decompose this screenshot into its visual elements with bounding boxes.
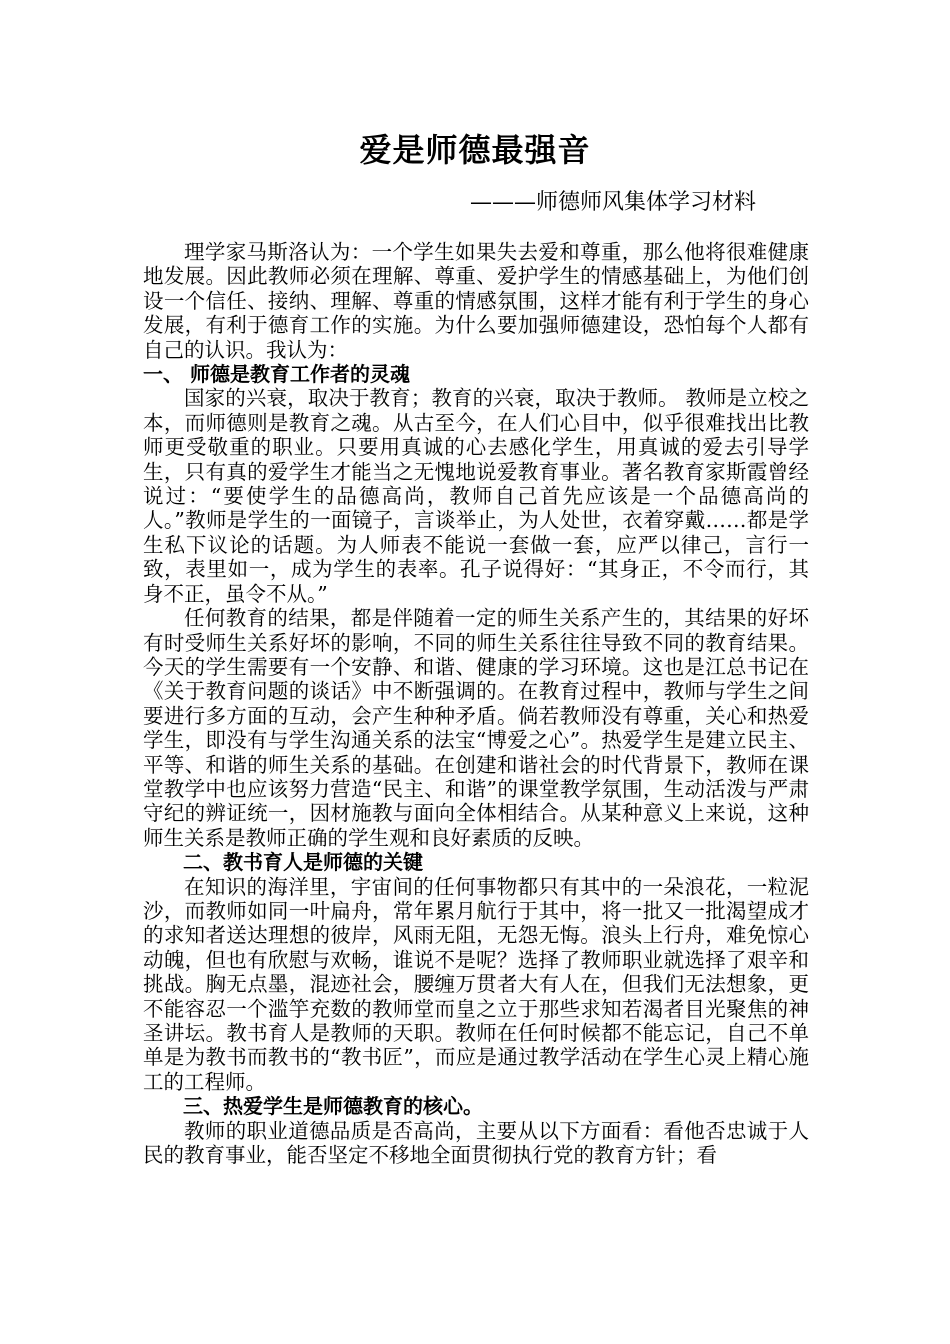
section-2-paragraph-1: 在知识的海洋里，宇宙间的任何事物都只有其中的一朵浪花，一粒泥沙，而教师如同一叶扁舟，常年累月航行于其中，将一批又一批渴望成才的求知者送达理想的彼岸，风雨无阻，无怨无悔。浪头上行舟，难免惊心动魄，但也有欣慰与欢畅，谁说不是呢？选择了教师职业就选择了艰辛和挑战。胸无点墨，混迹社会，腰缠万贯者大有人在，但我们无法想象，更不能容忍一个滥竽充数的教师堂而皇之立于那些求知若渴者目光聚焦的神圣讲坛。教书育人是教师的天职。教师在任何时候都不能忘记，自己不单单是为教书而教书的“教书匠”，而应是通过教学活动在学生心灵上精心施工的工程师。 (143, 874, 809, 1094)
section-1-paragraph-2: 任何教育的结果，都是伴随着一定的师生关系产生的，其结果的好坏有时受师生关系好坏的影响，不同的师生关系往往导致不同的教育结果。今天的学生需要有一个安静、和谐、健康的学习环境。这也是江总书记在《关于教育问题的谈话》中不断强调的。在教育过程中，教师与学生之间要进行多方面的互动，会产生种种矛盾。倘若教师没有尊重，关心和热爱学生，即没有与学生沟通关系的法宝“博爱之心”。热爱学生是建立民主、平等、和谐的师生关系的基础。在创建和谐社会的时代背景下，教师在课堂教学中也应该努力营造“民主、和谐”的课堂教学氛围，生动活泼与严肃守纪的辨证统一，因材施教与面向全体相结合。从某种意义上来说，这种师生关系是教师正确的学生观和良好素质的反映。 (143, 606, 809, 850)
document-body (143, 240, 809, 1167)
section-3-paragraph-1: 教师的职业道德品质是否高尚，主要从以下方面看：看他否忠诚于人民的教育事业，能否坚定不移地全面贯彻执行党的教育方针；看 (143, 1118, 809, 1168)
intro-paragraph: 理学家马斯洛认为：一个学生如果失去爱和尊重，那么他将很难健康地发展。因此教师必须在理解、尊重、爱护学生的情感基础上，为他们创设一个信任、接纳、理解、尊重的情感氛围，这样才能有利于学生的身心发展，有利于德育工作的实施。为什么要加强师德建设，恐怕每个人都有自己的认识。我认为： (143, 240, 809, 362)
section-1-heading: 一、 师德是教育工作者的灵魂 (143, 362, 410, 387)
section-3-heading: 三、热爱学生是师德教育的核心。 (183, 1094, 483, 1119)
document-title: 爱是师德最强音 (359, 131, 591, 169)
document-subtitle: ———师德师风集体学习材料 (470, 190, 757, 215)
section-2-heading: 二、教书育人是师德的关键 (183, 850, 423, 875)
section-1-paragraph-1: 国家的兴衰，取决于教育；教育的兴衰，取决于教师。 教师是立校之本，而师德则是教育之魂。从古至今，在人们心目中，似乎很难找出比教师更受敬重的职业。只要用真诚的心去感化学生，用真诚的爱去引导学生，只有真的爱学生才能当之无愧地说爱教育事业。著名教育家斯霞曾经说过：“要使学生的品德高尚，教师自己首先应该是一个品德高尚的人。”教师是学生的一面镜子，言谈举止，为人处世，衣着穿戴……都是学生私下议论的话题。为人师表不能说一套做一套，应严以律己，言行一致，表里如一，成为学生的表率。孔子说得好：“其身正，不令而行，其身不正，虽令不从。” (143, 386, 809, 606)
